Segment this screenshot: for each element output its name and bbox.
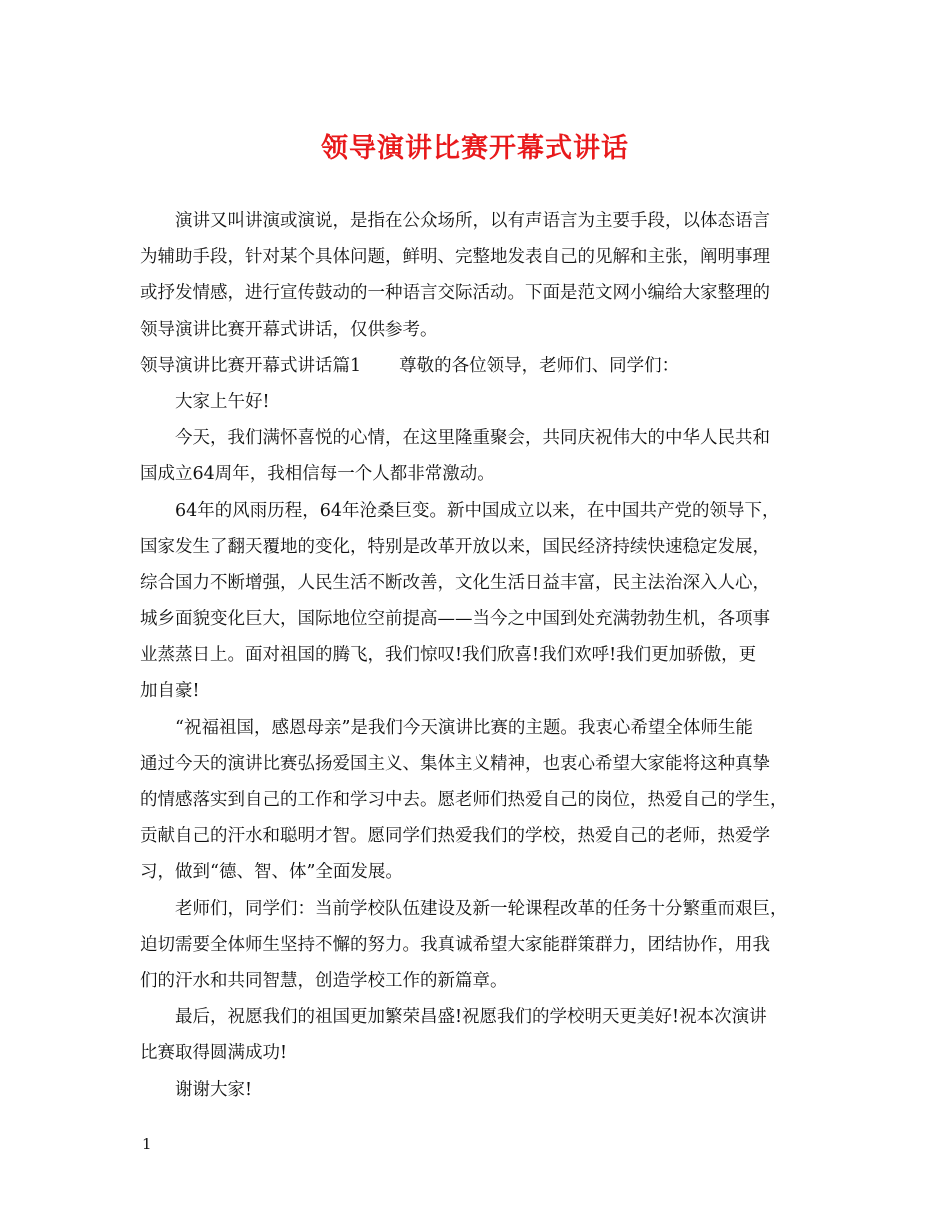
intro-line: 或抒发情感，进行宣传鼓动的一种语言交际活动。下面是范文网小编给大家整理的 (140, 283, 770, 304)
paragraph-2-line: 国家发生了翻天覆地的变化，特别是改革开放以来，国民经济持续快速稳定发展， (140, 536, 770, 557)
paragraph-3-line: 习，做到“德、智、体”全面发展。 (140, 862, 403, 883)
paragraph-5-line: 最后，祝愿我们的祖国更加繁荣昌盛!祝愿我们的学校明天更美好!祝本次演讲 (175, 1007, 767, 1028)
paragraph-4-line: 老师们，同学们：当前学校队伍建设及新一轮课程改革的任务十分繁重而艰巨， (175, 898, 788, 919)
paragraph-5-line: 比赛取得圆满成功! (140, 1043, 288, 1064)
intro-line: 为辅助手段，针对某个具体问题，鲜明、完整地发表自己的见解和主张，阐明事理 (140, 247, 770, 268)
intro-line: 领导演讲比赛开幕式讲话，仅供参考。 (140, 319, 438, 340)
salutation: 尊敬的各位领导，老师们、同学们： (399, 355, 680, 376)
paragraph-2-line: 业蒸蒸日上。面对祖国的腾飞，我们惊叹!我们欣喜!我们欢呼!我们更加骄傲，更 (140, 645, 757, 666)
greeting: 大家上午好! (175, 391, 270, 412)
section-heading-line (140, 348, 830, 384)
paragraph-4-line: 们的汗水和共同智慧，创造学校工作的新篇章。 (140, 970, 508, 991)
paragraph-3-line: 通过今天的演讲比赛弘扬爱国主义、集体主义精神，也衷心希望大家能将这种真挚 (140, 753, 770, 774)
intro-line: 演讲又叫讲演或演说，是指在公众场所，以有声语言为主要手段，以体态语言 (175, 211, 770, 231)
closing-line: 谢谢大家! (175, 1079, 253, 1100)
paragraph-3-line: 的情感落实到自己的工作和学习中去。愿老师们热爱自己的岗位，热爱自己的学生， (140, 790, 788, 810)
paragraph-2-line: 城乡面貌变化巨大，国际地位空前提高——当今之中国到处充满勃勃生机，各项事 (140, 609, 770, 630)
paragraph-2-line: 加自豪! (140, 681, 200, 702)
document-body (140, 203, 830, 1108)
document-title: 领导演讲比赛开幕式讲话 (321, 133, 629, 164)
paragraph-2-line: 综合国力不断增强，人民生活不断改善，文化生活日益丰富，民主法治深入人心， (140, 572, 770, 593)
paragraph-2-line: 64年的风雨历程，64年沧桑巨变。新中国成立以来，在中国共产党的领导下， (175, 500, 780, 521)
paragraph-1-line: 国成立64周年，我相信每一个人都非常激动。 (140, 464, 495, 485)
paragraph-3-line: “祝福祖国，感恩母亲”是我们今天演讲比赛的主题。我衷心希望全体师生能 (175, 717, 753, 738)
page-number: 1 (142, 1135, 152, 1153)
section-heading: 领导演讲比赛开幕式讲话篇1 (140, 355, 362, 376)
paragraph-4-line: 迫切需要全体师生坚持不懈的努力。我真诚希望大家能群策群力，团结协作，用我 (140, 934, 770, 955)
paragraph-1-line: 今天，我们满怀喜悦的心情，在这里隆重聚会，共同庆祝伟大的中华人民共和 (175, 428, 770, 449)
paragraph-3-line: 贡献自己的汗水和聪明才智。愿同学们热爱我们的学校，热爱自己的老师，热爱学 (140, 826, 770, 847)
